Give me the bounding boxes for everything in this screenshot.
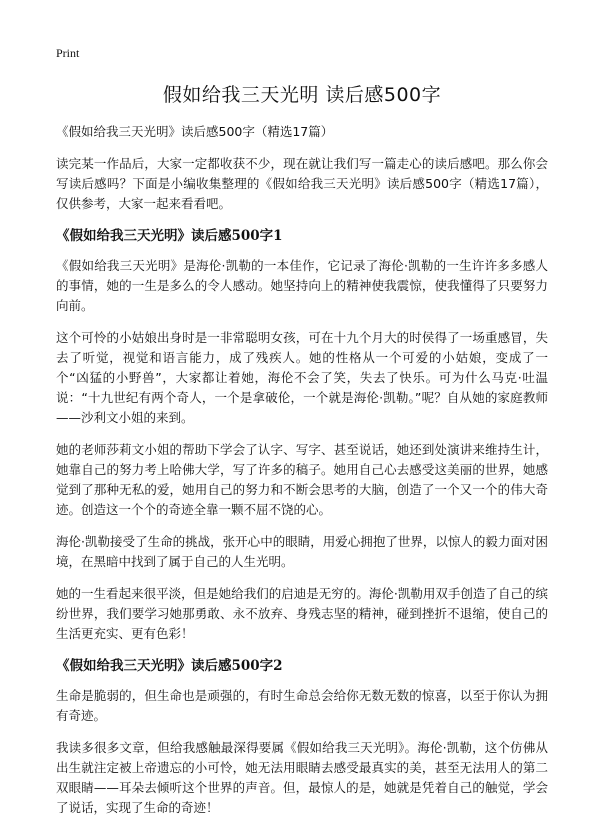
page-title: 假如给我三天光明 读后感500字 <box>162 84 442 106</box>
body-paragraph: 她的一生看起来很平淡，但是她给我们的启迪是无穷的。海伦·凯勒用双手创造了自己的缤纷世界，我们要学习她那勇敢、永不放弃、身残志坚的精神，碰到挫折不退缩，使自己的生活更充实、更有色彩！ <box>56 586 548 641</box>
print-label: Print <box>56 46 80 60</box>
body-paragraph: 她的老师莎莉文小姐的帮助下学会了认字、写字、甚至说话，她还到处演讲来维持生计，她靠自己的努力考上哈佛大学，写了许多的稿子。她用自己心去感受这美丽的世界，她感觉到了那种无私的爱，她用自己的努力和不断会思考的大脑，创造了一个又一个的伟大奇迹。创造这一个个的奇迹全靠一颗不屈不饶的心。 <box>56 442 548 517</box>
section-heading: 《假如给我三天光明》读后感500字2 <box>56 658 283 674</box>
body-paragraph: 我读多很多文章，但给我感触最深得要属《假如给我三天光明》。海伦·凯勒，这个仿佛从出生就注定被上帝遗忘的小可怜，她无法用眼睛去感受最真实的美，甚至无法用人的第二双眼睛——耳朵去倾听这个世界的声音。但，最惊人的是，她就是凭着自己的触觉，学会了说话，实现了生命的奇迹！ <box>56 740 548 815</box>
section-heading: 《假如给我三天光明》读后感500字1 <box>56 228 283 244</box>
intro-paragraph: 读完某一作品后，大家一定都收获不少，现在就让我们写一篇走心的读后感吧。那么你会写读后感吗？下面是小编收集整理的《假如给我三天光明》读后感500字（精选17篇），仅供参考，大家一起来看看吧。 <box>56 156 548 211</box>
document-subtitle: 《假如给我三天光明》读后感500字（精选17篇） <box>56 124 334 139</box>
body-paragraph: 生命是脆弱的，但生命也是顽强的，有时生命总会给你无数无数的惊喜，以至于你认为拥有奇迹。 <box>56 688 548 723</box>
body-paragraph: 海伦·凯勒接受了生命的挑战，张开心中的眼睛，用爱心拥抱了世界，以惊人的毅力面对困境，在黑暗中找到了属于自己的人生光明。 <box>56 534 548 569</box>
essay-section-2 <box>56 656 548 818</box>
body-paragraph: 这个可怜的小姑娘出身时是一非常聪明女孩，可在十九个月大的时侯得了一场重感冒，失去了听觉，视觉和语言能力，成了残疾人。她的性格从一个可爱的小姑娘，变成了一个“凶猛的小野兽”，大家都让着她，海伦不会了笑，失去了快乐。可为什么马克·吐温说：“十九世纪有两个奇人，一个是拿破伦，一个就是海伦·凯勒。”呢？自从她的家庭教师——沙利文小姐的来到。 <box>56 330 548 425</box>
essay-section-1 <box>56 226 548 644</box>
body-paragraph: 《假如给我三天光明》是海伦·凯勒的一本佳作，它记录了海伦·凯勒的一生许许多多感人的事情，她的一生是多么的令人感动。她坚持向上的精神使我震惊，使我懂得了只要努力向前。 <box>56 258 548 313</box>
